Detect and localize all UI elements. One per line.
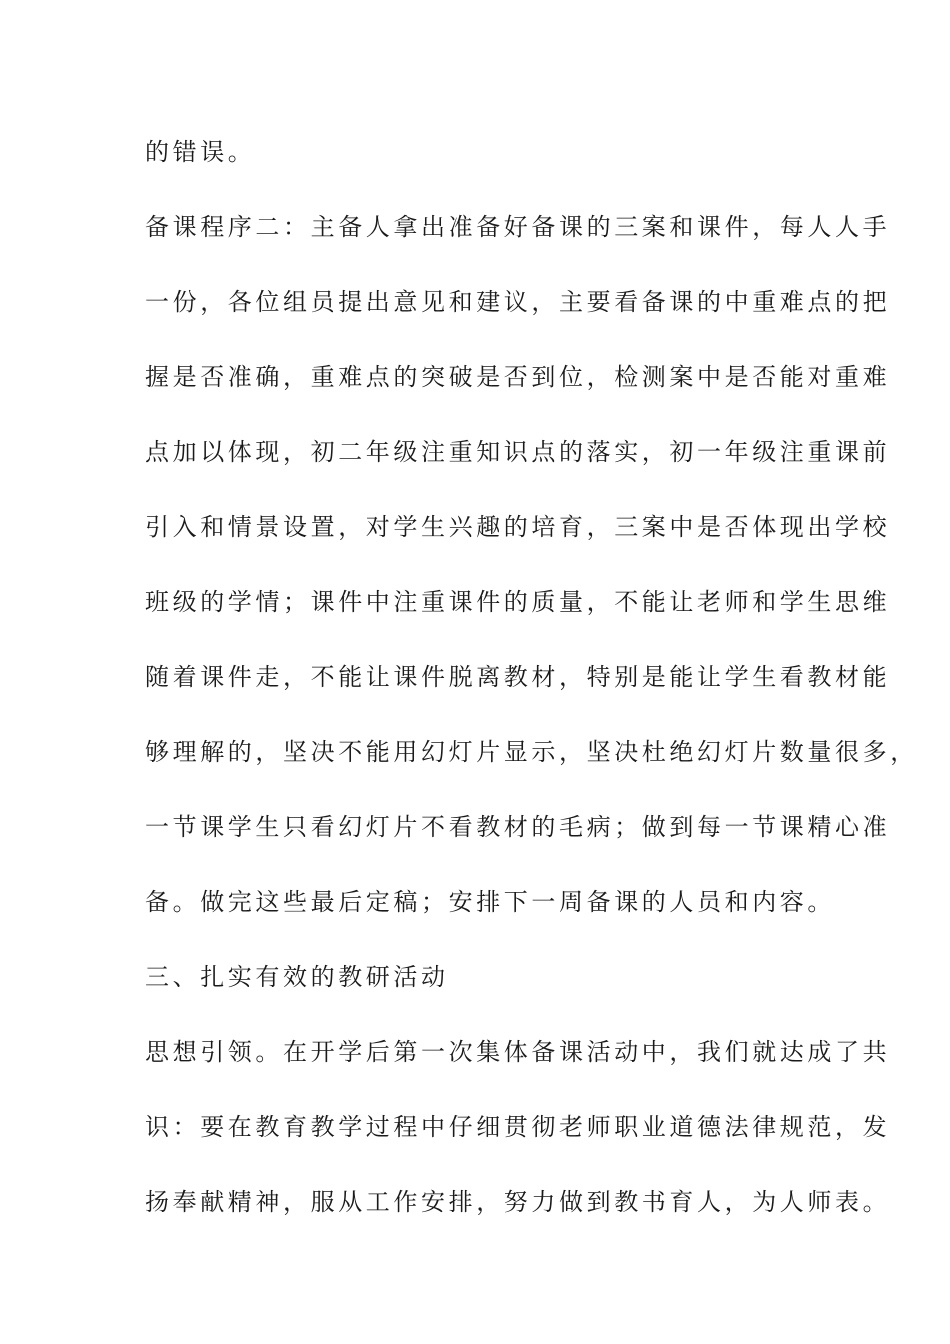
text-line: 识：要在教育教学过程中仔细贯彻老师职业道德法律规范，发	[145, 1113, 891, 1141]
text-line: 班级的学情；课件中注重课件的质量，不能让老师和学生思维	[145, 588, 891, 616]
text-line: 点加以体现，初二年级注重知识点的落实，初一年级注重课前	[145, 438, 891, 466]
text-line: 扬奉献精神，服从工作安排，努力做到教书育人，为人师表。	[145, 1188, 891, 1216]
text-line: 思想引领。在开学后第一次集体备课活动中，我们就达成了共	[145, 1038, 891, 1066]
text-line: 备。做完这些最后定稿；安排下一周备课的人员和内容。	[145, 888, 835, 916]
text-line: 一节课学生只看幻灯片不看教材的毛病；做到每一节课精心准	[145, 813, 891, 841]
text-line: 一份，各位组员提出意见和建议，主要看备课的中重难点的把	[145, 288, 891, 316]
text-line: 随着课件走，不能让课件脱离教材，特别是能让学生看教材能	[145, 663, 891, 691]
text-line: 握是否准确，重难点的突破是否到位，检测案中是否能对重难	[145, 363, 891, 391]
text-line: 够理解的，坚决不能用幻灯片显示，坚决杜绝幻灯片数量很多，	[145, 738, 918, 766]
section-heading: 三、扎实有效的教研活动	[145, 963, 449, 991]
text-line: 备课程序二：主备人拿出准备好备课的三案和课件，每人人手	[145, 213, 891, 241]
text-line: 的错误。	[145, 138, 256, 166]
text-line: 引入和情景设置，对学生兴趣的培育，三案中是否体现出学校	[145, 513, 891, 541]
